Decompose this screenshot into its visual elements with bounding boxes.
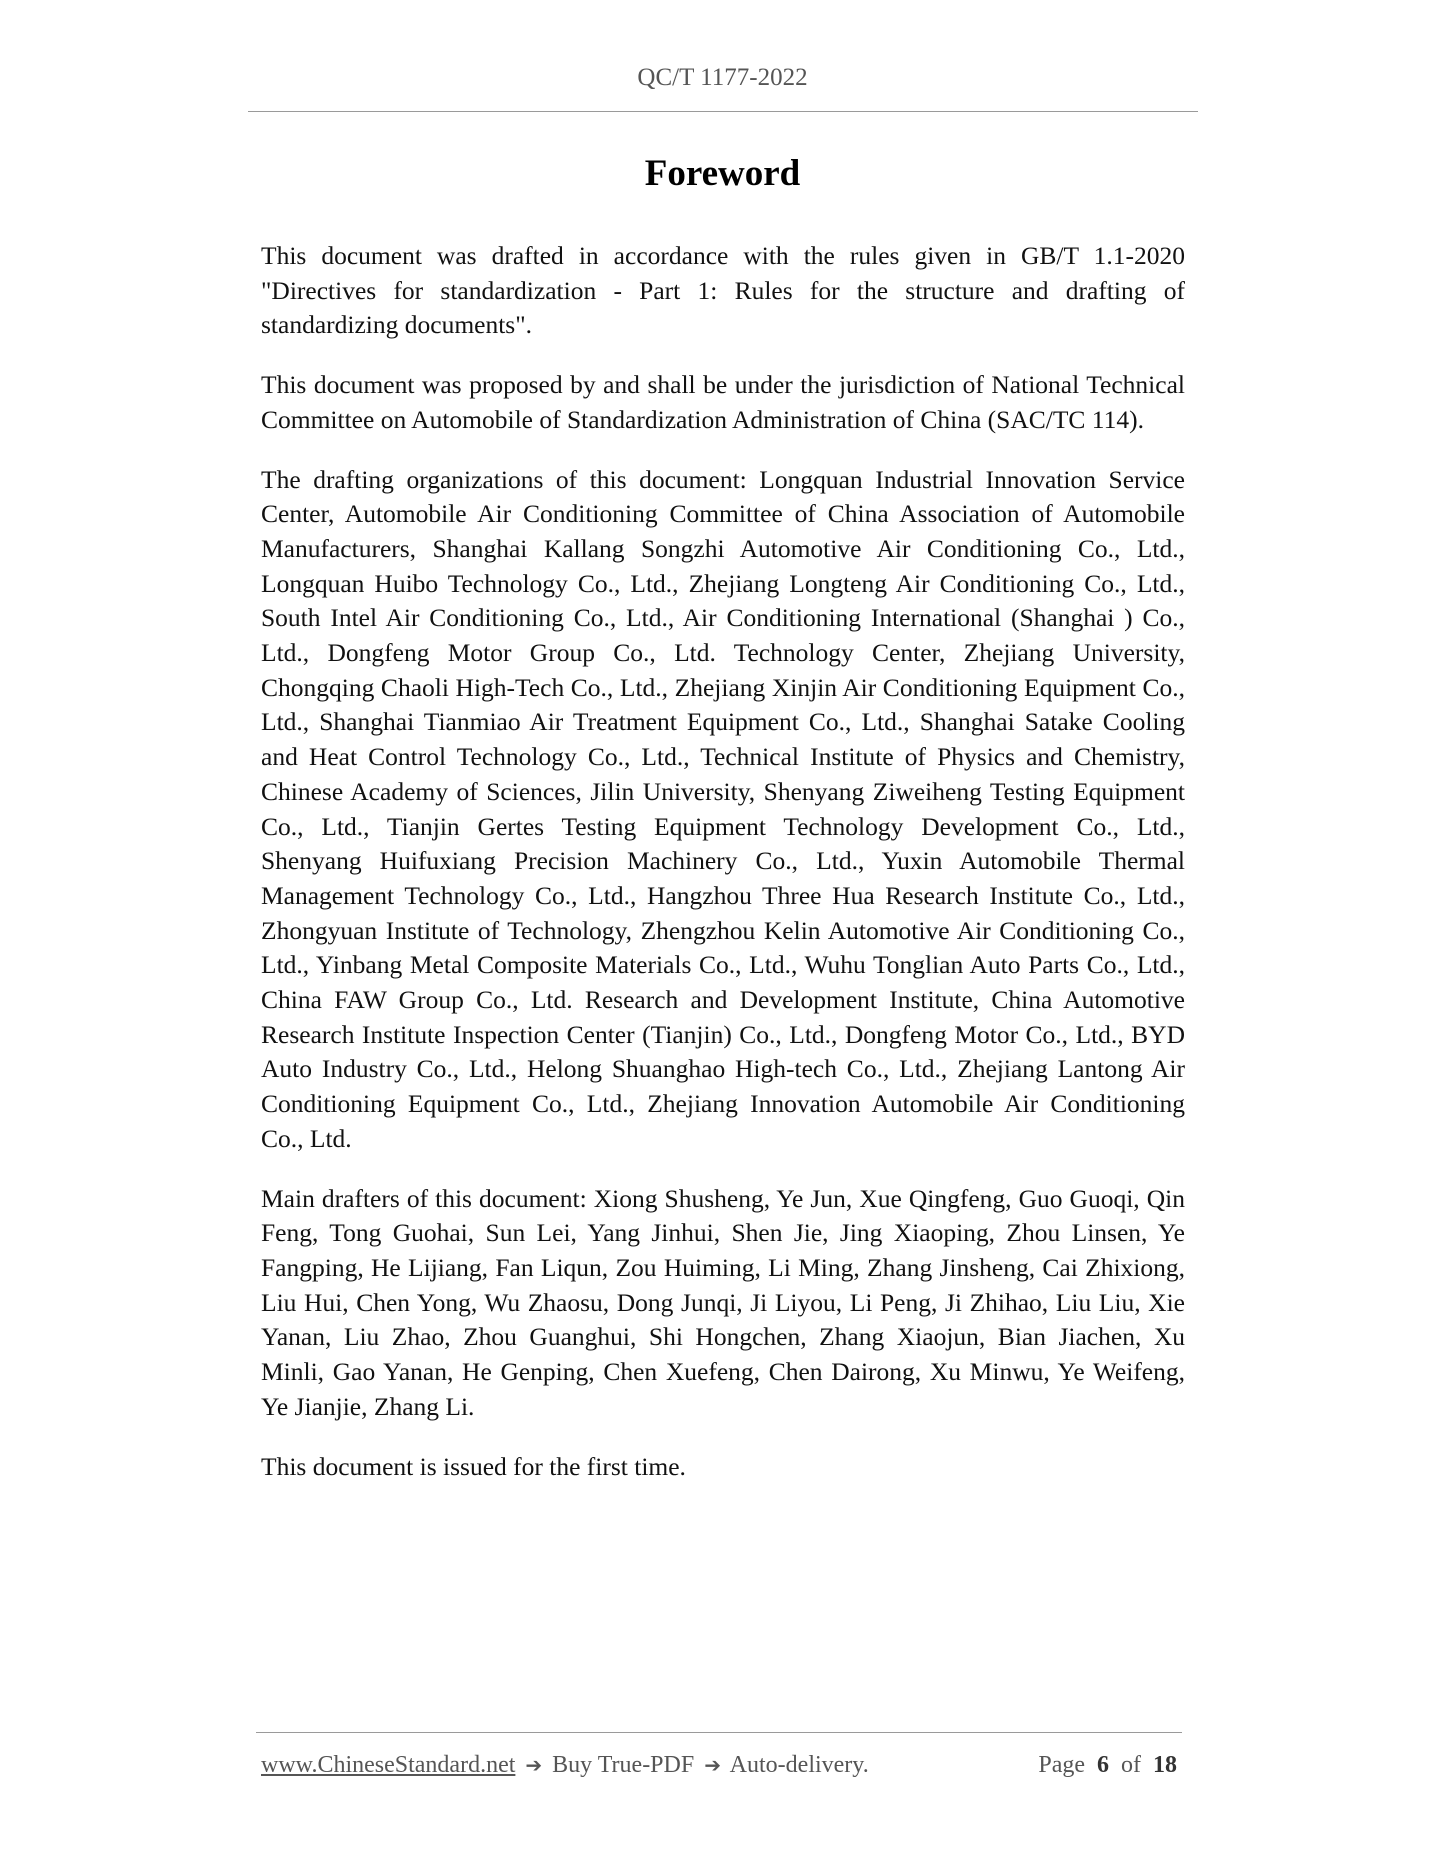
paragraph-drafting-rules: This document was drafted in accordance with the rules given in GB/T 1.1-2020 "Directives for standardization - Part 1: Rules for the structure and drafting of standardizing documents". — [261, 241, 1185, 340]
footer-divider — [256, 1732, 1182, 1733]
page-title: Foreword — [644, 153, 801, 194]
buy-text: Buy True-PDF — [552, 1752, 695, 1778]
page-label: Page — [1038, 1752, 1085, 1778]
total-pages: 18 — [1153, 1752, 1177, 1778]
paragraph-drafting-organizations: The drafting organizations of this document: Longquan Industrial Innovation Service Center, Automobile Air Conditioning Committee of China Association of Automobile Manufacturers, Shanghai Kallang Songzhi Automotive Air Conditioning Co., Ltd., Longquan Huibo Technology Co., Ltd., Zhejiang Longteng Air Conditioning Co., Ltd., South Intel Air Conditioning Co., Ltd., Air Conditioning International (Shanghai ) Co., Ltd., Dongfeng Motor Group Co., Ltd. Technology Center, Zhejiang University, Chongqing Chaoli High-Tech Co., Ltd., Zhejiang Xinjin Air Conditioning Equipment Co., Ltd., Shanghai Tianmiao Air Treatment Equipment Co., Ltd., Shanghai Satake Cooling and Heat Control Technology Co., Ltd., Technical Institute of Physics and Chemistry, Chinese Academy of Sciences, Jilin University, Shenyang Ziweiheng Testing Equipment Co., Ltd., Tianjin Gertes Testing Equipment Technology Development Co., Ltd., Shenyang Huifuxiang Precision Machinery Co., Ltd., Yuxin Automobile Thermal Management Technology Co., Ltd., Hangzhou Three Hua Research Institute Co., Ltd., Zhongyuan Institute of Technology, Zhengzhou Kelin Automotive Air Conditioning Co., Ltd., Yinbang Metal Composite Materials Co., Ltd., Wuhu Tonglian Auto Parts Co., Ltd., China FAW Group Co., Ltd. Research and Development Institute, China Automotive Research Institute Inspection Center (Tianjin) Co., Ltd., Dongfeng Motor Co., Ltd., BYD Auto Industry Co., Ltd., Helong Shuanghao High-tech Co., Ltd., Zhejiang Lantong Air Conditioning Equipment Co., Ltd., Zhejiang Innovation Automobile Air Conditioning Co., Ltd. — [261, 464, 1185, 1153]
of-label: of — [1121, 1752, 1141, 1778]
foreword-body — [261, 239, 1185, 1509]
arrow-right-icon: ➔ — [704, 1753, 721, 1777]
delivery-text: Auto-delivery. — [729, 1752, 869, 1778]
paragraph-jurisdiction: This document was proposed by and shall be under the jurisdiction of National Technical Committee on Automobile of Standardization Administration of China (SAC/TC 114). — [261, 370, 1185, 434]
current-page: 6 — [1097, 1752, 1109, 1778]
arrow-right-icon: ➔ — [525, 1753, 543, 1777]
document-code: QC/T 1177-2022 — [637, 64, 808, 91]
paragraph-main-drafters: Main drafters of this document: Xiong Shusheng, Ye Jun, Xue Qingfeng, Guo Guoqi, Qin Feng, Tong Guohai, Sun Lei, Yang Jinhui, Shen Jie, Jing Xiaoping, Zhou Linsen, Ye Fangping, He Lijiang, Fan Liqun, Zou Huiming, Li Ming, Zhang Jinsheng, Cai Zhixiong, Liu Hui, Chen Yong, Wu Zhaosu, Dong Junqi, Ji Liyou, Li Peng, Ji Zhihao, Liu Liu, Xie Yanan, Liu Zhao, Zhou Guanghui, Shi Hongchen, Zhang Xiaojun, Bian Jiachen, Xu Minli, Gao Yanan, He Genping, Chen Xuefeng, Chen Dairong, Xu Minwu, Ye Weifeng, Ye Jianjie, Zhang Li. — [261, 1183, 1185, 1421]
footer-promo — [261, 1752, 869, 1779]
header-divider — [248, 111, 1198, 112]
website-link[interactable]: www.ChineseStandard.net — [261, 1752, 516, 1778]
page-number — [1038, 1752, 1177, 1779]
paragraph-first-issue: This document is issued for the first time. — [261, 1451, 686, 1481]
